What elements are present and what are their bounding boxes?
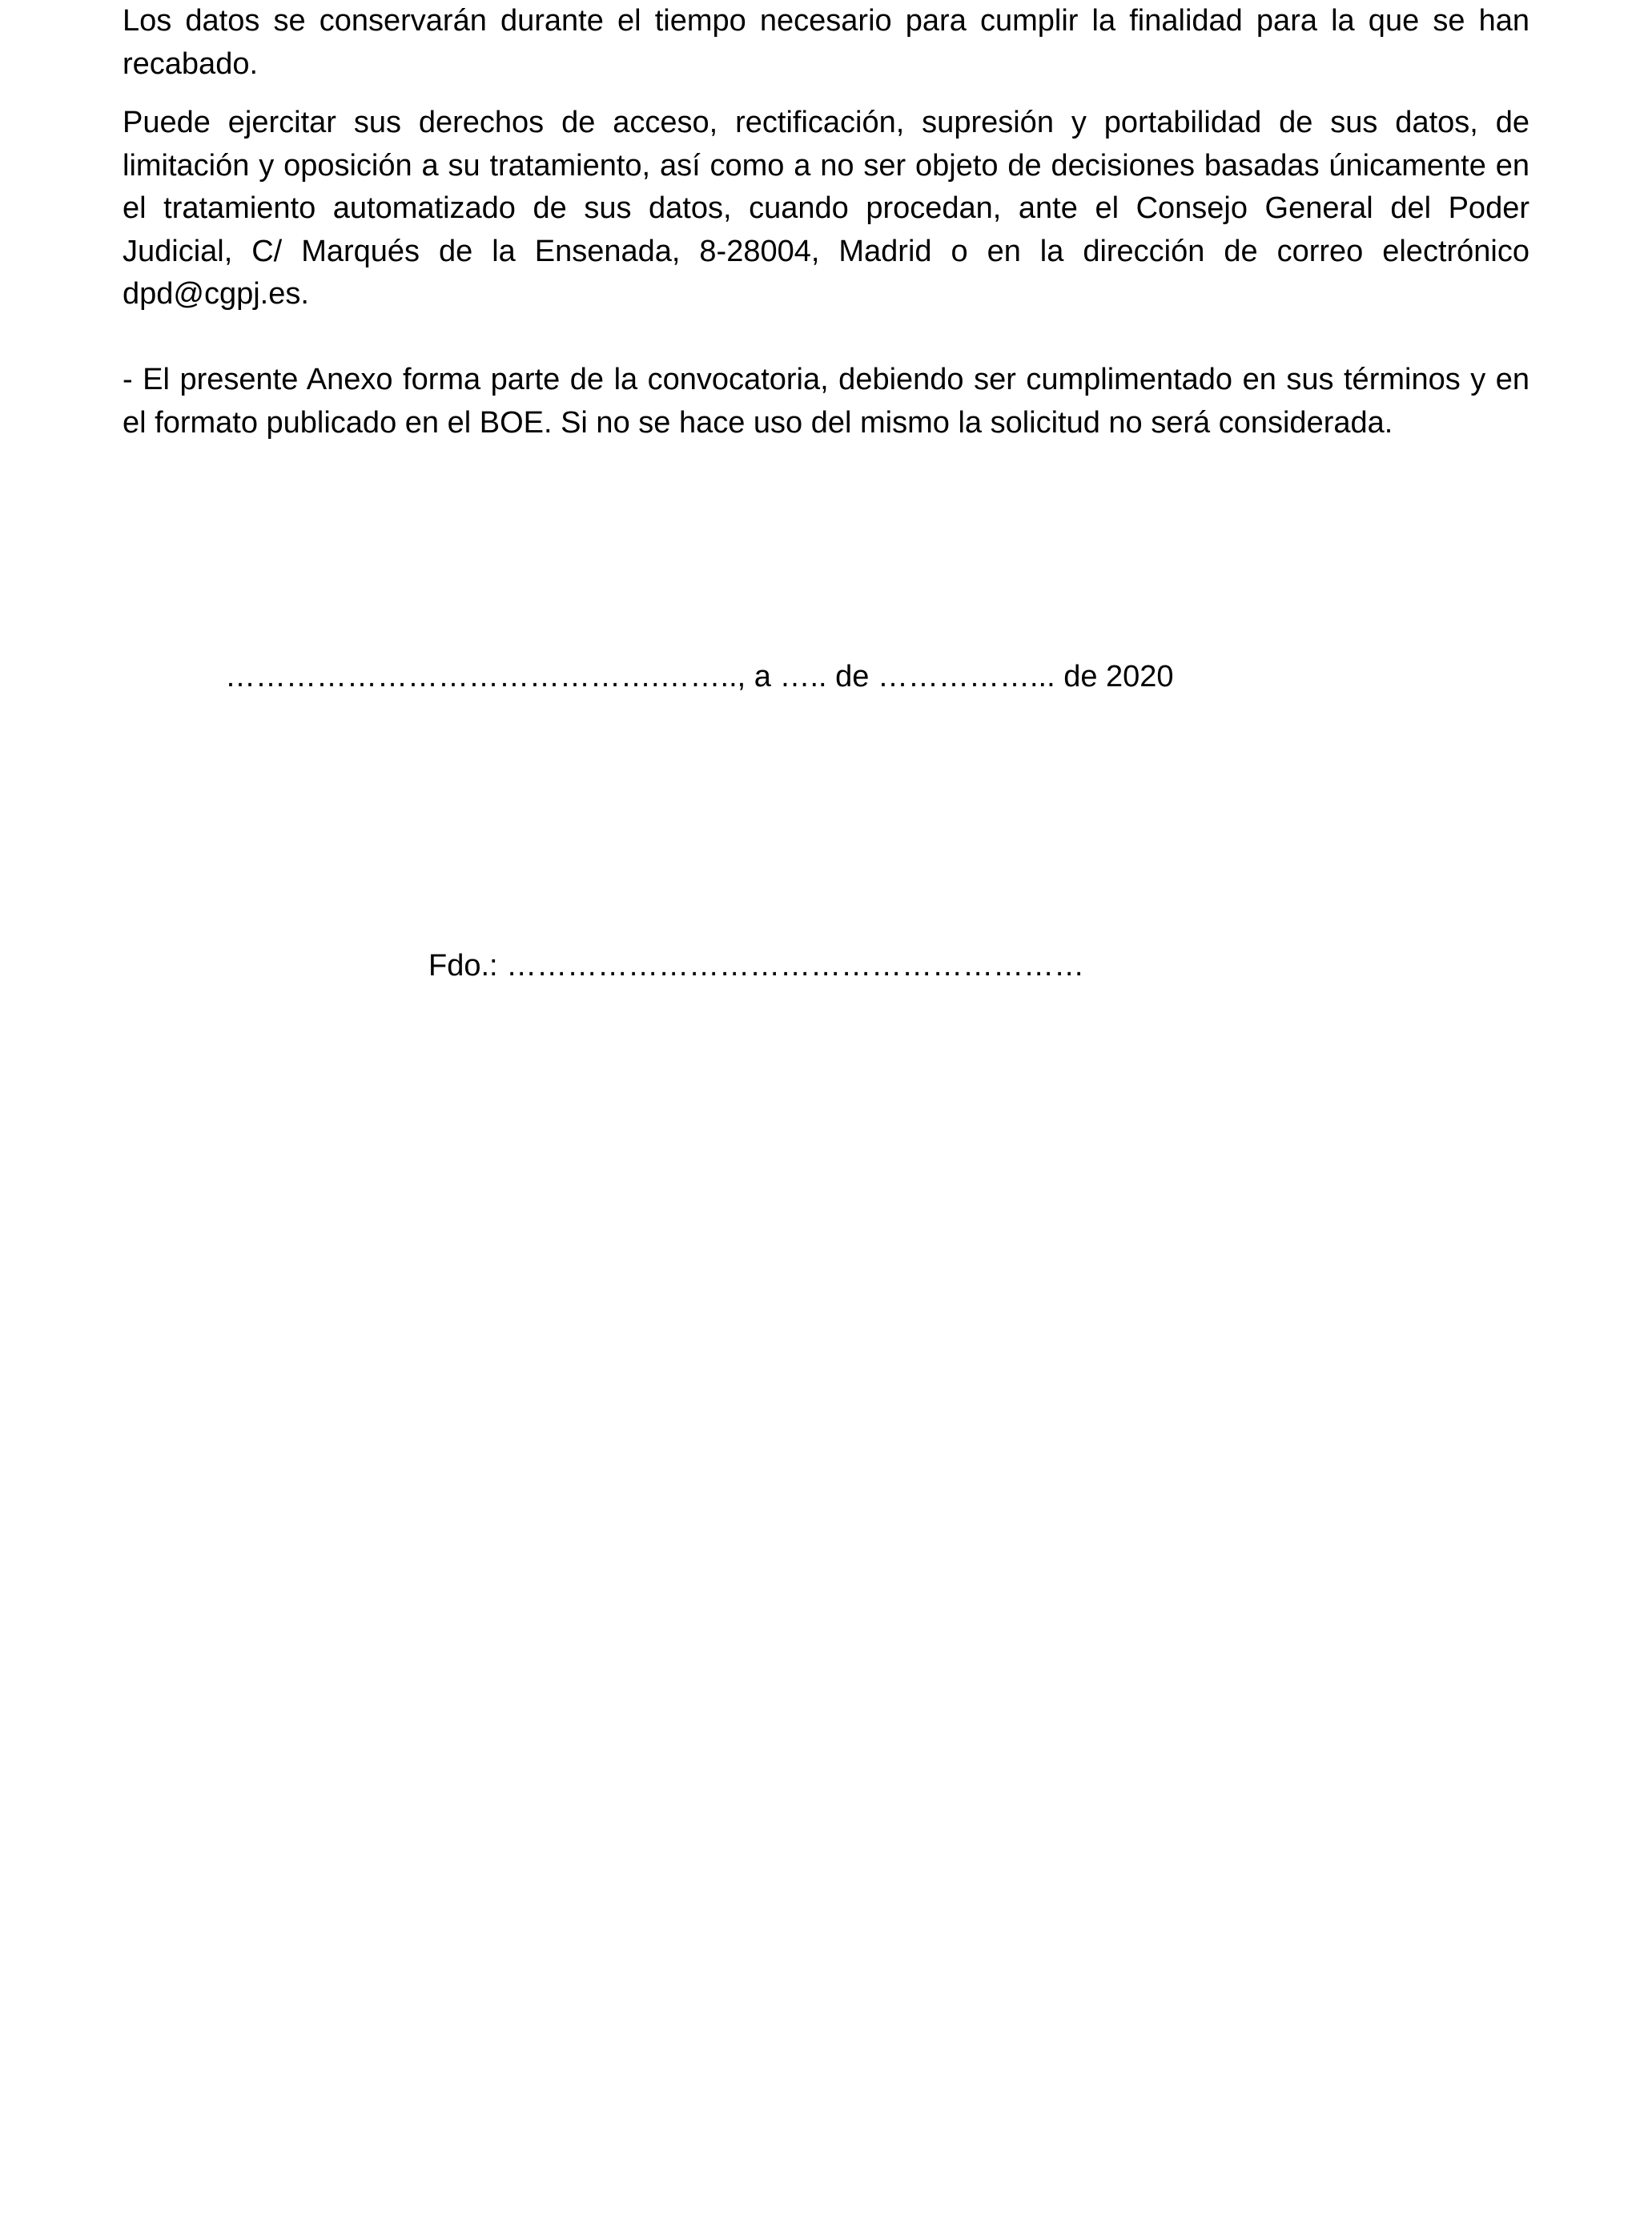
rights-paragraph: Puede ejercitar sus derechos de acceso, rectificación, supresión y portabilidad de sus datos, de limitación y oposición a su tratamiento, así como a no ser objeto de decisiones basadas únicamente en el tratamiento automatizado de sus datos, cuando procedan, ante el Consejo General del Poder Judicial, C/ Marqués de la Ensenada, 8-28004, Madrid o en la dirección de correo electrónico dpd@cgpj.es. (123, 106, 1529, 311)
signature-line: Fdo.: ………………………………………………… (428, 949, 1085, 983)
place-date-line: …………………………………….…….., a ….. de ……………... de 2020 (225, 660, 1174, 693)
retention-paragraph: Los datos se conservarán durante el tiempo necesario para cumplir la finalidad para la que se han recabado. (123, 4, 1529, 81)
annex-notice-paragraph: - El presente Anexo forma parte de la convocatoria, debiendo ser cumplimentado en sus términos y en el formato publicado en el BOE. Si no se hace uso del mismo la solicitud no será considerada. (123, 363, 1529, 440)
